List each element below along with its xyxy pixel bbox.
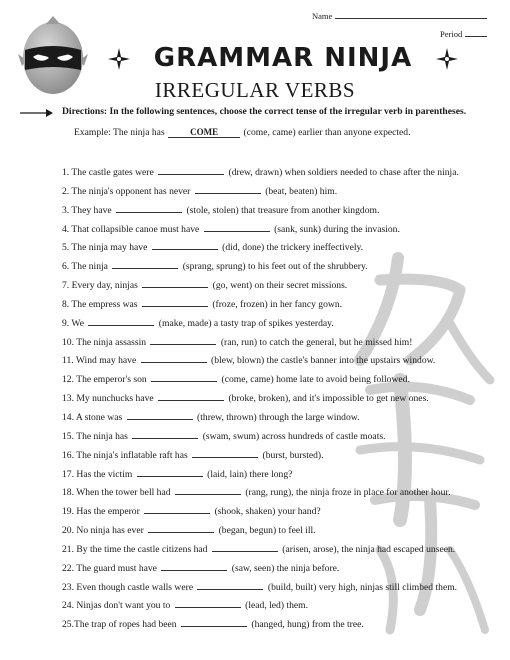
sentence-before: 13. My nunchucks have bbox=[62, 393, 154, 405]
answer-blank[interactable] bbox=[142, 279, 208, 288]
answer-blank[interactable] bbox=[144, 505, 210, 514]
sentence-before: 3. They have bbox=[62, 204, 112, 216]
sentence-item bbox=[62, 185, 502, 204]
sentence-after: (go, went) on their secret missions. bbox=[212, 280, 348, 292]
sentence-after: (did, done) the trickery ineffectively. bbox=[222, 242, 364, 254]
example-before: Example: The ninja has bbox=[74, 127, 165, 138]
answer-blank[interactable] bbox=[132, 430, 198, 439]
sentence-before: 25.The trap of ropes had been bbox=[62, 619, 177, 631]
sentence-item bbox=[62, 204, 502, 223]
period-label: Period bbox=[440, 29, 463, 39]
sentence-after: (arisen, arose), the ninja had escaped unseen. bbox=[282, 543, 456, 555]
sentence-item bbox=[62, 241, 502, 260]
sentence-item bbox=[62, 524, 502, 543]
directions-text: Directions: In the following sentences, choose the correct tense of the irregular verb in parentheses. bbox=[62, 106, 467, 117]
sentence-before: 20. No ninja has ever bbox=[62, 525, 144, 537]
page-subtitle: IRREGULAR VERBS bbox=[154, 78, 356, 102]
sentence-item bbox=[62, 166, 502, 185]
example-answer: COME bbox=[168, 127, 240, 138]
answer-blank[interactable] bbox=[141, 354, 207, 363]
answer-blank[interactable] bbox=[192, 449, 258, 458]
sentence-after: (rang, rung), the ninja froze in place for another hour. bbox=[245, 487, 451, 499]
sentence-list bbox=[62, 166, 502, 637]
sentence-after: (stole, stolen) that treasure from another kingdom. bbox=[186, 204, 380, 216]
shuriken-icon bbox=[436, 48, 458, 70]
sentence-after: (sprang, sprung) to his feet out of the shrubbery. bbox=[182, 261, 368, 273]
answer-blank[interactable] bbox=[116, 204, 182, 213]
shuriken-icon bbox=[108, 48, 130, 70]
sentence-item bbox=[62, 618, 502, 637]
period-blank[interactable] bbox=[465, 28, 487, 37]
answer-blank[interactable] bbox=[197, 581, 263, 590]
sentence-before: 14. A stone was bbox=[62, 411, 123, 423]
sentence-after: (come, came) home late to avoid being followed. bbox=[221, 374, 410, 386]
answer-blank[interactable] bbox=[212, 543, 278, 552]
sentence-before: 24. Ninjas don't want you to bbox=[62, 600, 171, 612]
sentence-item bbox=[62, 505, 502, 524]
sentence-after: (began, begun) to feel ill. bbox=[218, 525, 316, 537]
sentence-item bbox=[62, 373, 502, 392]
answer-blank[interactable] bbox=[88, 317, 154, 326]
sentence-item bbox=[62, 486, 502, 505]
sentence-after: (make, made) a tasty trap of spikes yesterday. bbox=[158, 317, 334, 329]
sentence-before: 18. When the tower bell had bbox=[62, 487, 171, 499]
sentence-item bbox=[62, 581, 502, 600]
sentence-after: (beat, beaten) him. bbox=[265, 185, 338, 197]
answer-blank[interactable] bbox=[152, 241, 218, 250]
sentence-item bbox=[62, 298, 502, 317]
sentence-after: (laid, lain) there long? bbox=[207, 468, 293, 480]
example-after: (come, came) earlier than anyone expected. bbox=[243, 127, 411, 138]
sentence-item bbox=[62, 317, 502, 336]
sentence-item bbox=[62, 411, 502, 430]
sentence-before: 23. Even though castle walls were bbox=[62, 581, 194, 593]
sentence-item bbox=[62, 336, 502, 355]
answer-blank[interactable] bbox=[175, 599, 241, 608]
arrow-right-icon bbox=[20, 109, 53, 117]
sentence-before: 17. Has the victim bbox=[62, 468, 133, 480]
sentence-before: 10. The ninja assassin bbox=[62, 336, 147, 348]
answer-blank[interactable] bbox=[158, 392, 224, 401]
sentence-before: 2. The ninja's opponent has never bbox=[62, 185, 191, 197]
sentence-before: 5. The ninja may have bbox=[62, 242, 148, 254]
sentence-after: (drew, drawn) when soldiers needed to chase after the ninja. bbox=[228, 167, 459, 178]
period-field[interactable] bbox=[440, 28, 487, 39]
sentence-after: (hanged, hung) from the tree. bbox=[251, 619, 364, 631]
sentence-after: (froze, frozen) in her fancy gown. bbox=[212, 298, 343, 310]
answer-blank[interactable] bbox=[175, 486, 241, 495]
sentence-before: 21. By the time the castle citizens had bbox=[62, 543, 208, 555]
sentence-before: 12. The emperor's son bbox=[62, 374, 147, 386]
sentence-after: (ran, run) to catch the general, but he missed him! bbox=[220, 336, 413, 348]
title-row bbox=[108, 42, 458, 78]
sentence-item bbox=[62, 562, 502, 581]
answer-blank[interactable] bbox=[148, 524, 214, 533]
answer-blank[interactable] bbox=[142, 298, 208, 307]
sentence-item bbox=[62, 260, 502, 279]
sentence-after: (burst, bursted). bbox=[262, 449, 324, 461]
answer-blank[interactable] bbox=[112, 260, 178, 269]
sentence-item bbox=[62, 392, 502, 411]
sentence-before: 7. Every day, ninjas bbox=[62, 280, 138, 292]
sentence-after: (saw, seen) the ninja before. bbox=[231, 562, 340, 574]
answer-blank[interactable] bbox=[161, 562, 227, 571]
sentence-item bbox=[62, 599, 502, 618]
sentence-item bbox=[62, 543, 502, 562]
answer-blank[interactable] bbox=[158, 166, 224, 175]
sentence-after: (broke, broken), and it's impossible to get new ones. bbox=[228, 393, 429, 405]
sentence-after: (swam, swum) across hundreds of castle moats. bbox=[202, 430, 386, 442]
answer-blank[interactable] bbox=[204, 223, 270, 232]
sentence-before: 16. The ninja's inflatable raft has bbox=[62, 449, 188, 461]
sentence-item bbox=[62, 468, 502, 487]
answer-blank[interactable] bbox=[195, 185, 261, 194]
sentence-after: (threw, thrown) through the large window. bbox=[197, 411, 360, 423]
sentence-before: 15. The ninja has bbox=[62, 430, 128, 442]
sentence-before: 22. The guard must have bbox=[62, 562, 157, 574]
example-sentence bbox=[74, 127, 411, 138]
sentence-before: 6. The ninja bbox=[62, 261, 108, 273]
sentence-before: 8. The empress was bbox=[62, 298, 138, 310]
answer-blank[interactable] bbox=[150, 336, 216, 345]
sentence-after: (lead, led) them. bbox=[245, 600, 309, 612]
sentence-before: 9. We bbox=[62, 317, 84, 329]
answer-blank[interactable] bbox=[181, 618, 247, 627]
sentence-before: 1. The castle gates were bbox=[62, 167, 154, 178]
sentence-before: 11. Wind may have bbox=[62, 355, 137, 367]
sentence-before: 19. Has the emperor bbox=[62, 506, 140, 518]
sentence-item bbox=[62, 449, 502, 468]
sentence-after: (build, built) very high, ninjas still climbed them. bbox=[267, 581, 458, 593]
sentence-after: (sank, sunk) during the invasion. bbox=[274, 223, 400, 235]
sentence-before: 4. That collapsible canoe must have bbox=[62, 223, 200, 235]
name-label: Name bbox=[312, 11, 333, 21]
page-title: GRAMMAR NINJA bbox=[153, 43, 413, 73]
sentence-after: (shook, shaken) your hand? bbox=[214, 506, 321, 518]
name-blank[interactable] bbox=[335, 10, 487, 19]
sentence-after: (blew, blown) the castle's banner into the upstairs window. bbox=[211, 355, 436, 367]
name-field[interactable] bbox=[312, 10, 487, 21]
answer-blank[interactable] bbox=[151, 373, 217, 382]
answer-blank[interactable] bbox=[137, 468, 203, 477]
sentence-item bbox=[62, 354, 502, 373]
answer-blank[interactable] bbox=[127, 411, 193, 420]
sentence-item bbox=[62, 279, 502, 298]
sentence-item bbox=[62, 223, 502, 242]
sentence-item bbox=[62, 430, 502, 449]
